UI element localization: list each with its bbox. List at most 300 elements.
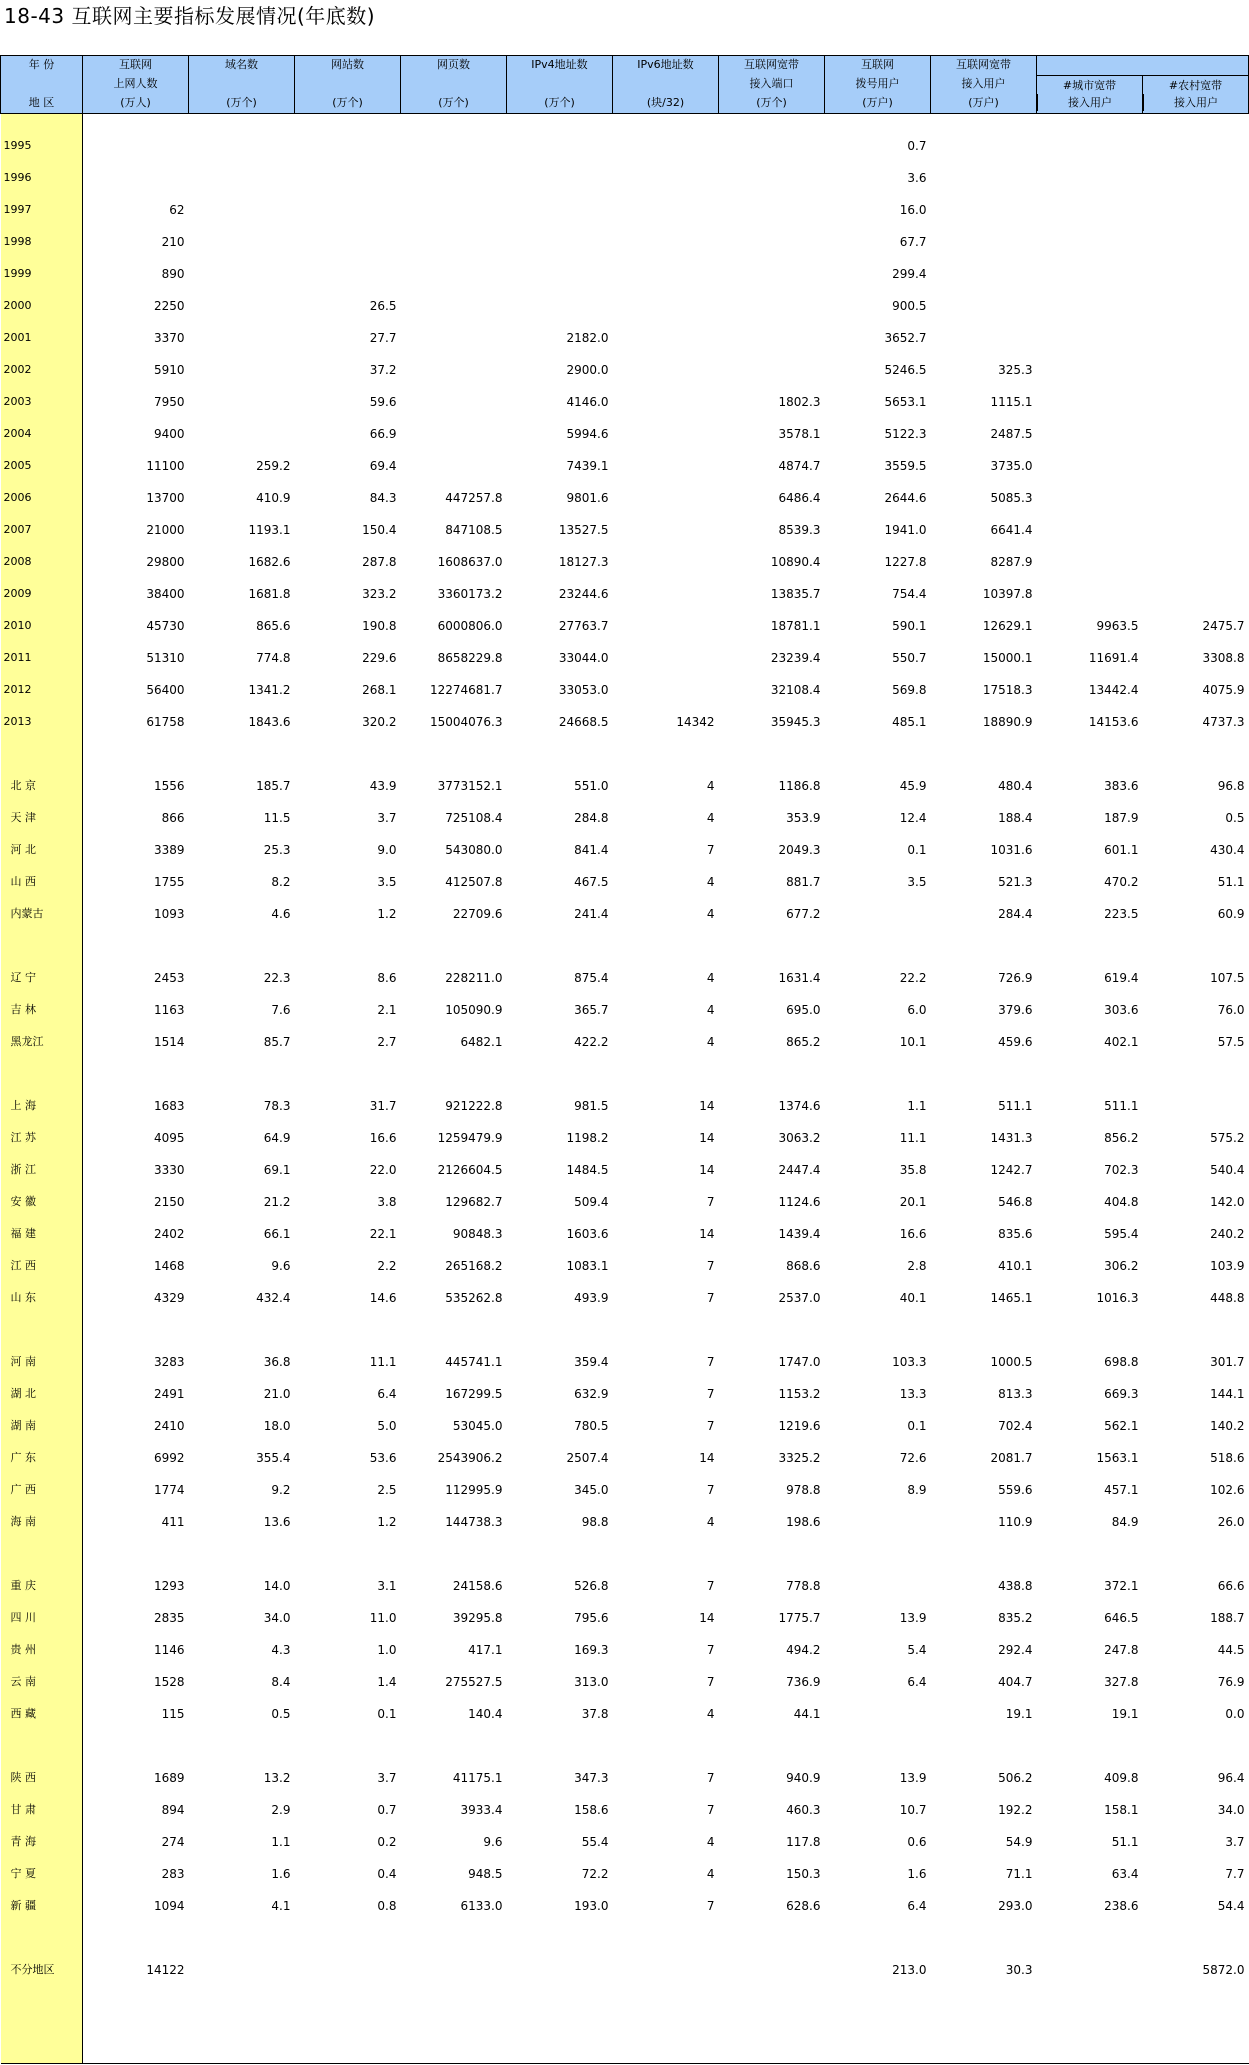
value-cell [613, 354, 719, 386]
spacer-cell [507, 1314, 613, 1346]
value-cell: 84.3 [369, 491, 397, 505]
value-cell: 8539.3 [778, 523, 821, 537]
value-cell: 518.6 [1210, 1451, 1245, 1465]
value-cell: 188.7 [1210, 1611, 1245, 1625]
column-header-wrap [401, 56, 506, 113]
region-row [1, 1666, 1249, 1698]
column-header-line2: 接入用户 [961, 77, 1006, 90]
value-cell: 6.0 [907, 1003, 927, 1017]
value-cell: 4 [706, 811, 715, 825]
year-row [1, 130, 1249, 162]
spacer-row [1, 738, 1249, 770]
value-cell: 404.8 [1104, 1195, 1139, 1209]
value-cell: 76.0 [1217, 1003, 1245, 1017]
year-row [1, 418, 1249, 450]
value-cell: 85.7 [263, 1035, 291, 1049]
region-row [1, 1186, 1249, 1218]
spacer-cell [613, 738, 719, 770]
spacer-cell [613, 1986, 719, 2030]
value-cell: 948.5 [468, 1867, 503, 1881]
value-cell: 4.3 [271, 1643, 291, 1657]
spacer-cell [613, 1058, 719, 1090]
value-cell: 432.4 [256, 1291, 291, 1305]
spacer-cell [825, 930, 931, 962]
value-cell: 5994.6 [566, 427, 609, 441]
value-cell: 33053.0 [558, 683, 609, 697]
column-header-line1: 互联网 [861, 58, 894, 71]
value-cell: 2182.0 [566, 331, 609, 345]
value-cell [1143, 322, 1249, 354]
value-cell: 4146.0 [566, 395, 609, 409]
value-cell: 129682.7 [445, 1195, 503, 1209]
value-cell: 16.0 [899, 203, 927, 217]
region-row [1, 962, 1249, 994]
column-header-wrap [825, 56, 930, 113]
value-cell: 14153.6 [1088, 715, 1139, 729]
value-cell [613, 194, 719, 226]
value-cell: 35.8 [899, 1163, 927, 1177]
year-row [1, 450, 1249, 482]
value-cell: 847108.5 [445, 523, 503, 537]
value-cell: 7 [706, 1387, 715, 1401]
region-row [1, 1570, 1249, 1602]
value-cell: 43.9 [369, 779, 397, 793]
value-cell: 509.4 [574, 1195, 609, 1209]
value-cell: 102.6 [1210, 1483, 1245, 1497]
value-cell: 1219.6 [778, 1419, 821, 1433]
year-row [1, 482, 1249, 514]
value-cell: 12274681.7 [429, 683, 503, 697]
spacer-row [1, 1730, 1249, 1762]
value-cell: 2487.5 [990, 427, 1033, 441]
spacer-cell [825, 114, 931, 131]
value-cell: 37.8 [581, 1707, 609, 1721]
year-row [1, 642, 1249, 674]
value-cell [1143, 354, 1249, 386]
value-cell: 4 [706, 875, 715, 889]
value-cell: 10.1 [899, 1035, 927, 1049]
region-row [1, 1218, 1249, 1250]
value-cell: 813.3 [998, 1387, 1033, 1401]
region-row [1, 770, 1249, 802]
value-cell: 2081.7 [990, 1451, 1033, 1465]
value-cell: 7 [706, 1419, 715, 1433]
value-cell: 7 [706, 1899, 715, 1913]
spacer-cell [613, 1314, 719, 1346]
region-label: 广 东 [1, 1442, 83, 1474]
value-cell: 6992 [153, 1451, 185, 1465]
value-cell: 0.1 [377, 1707, 397, 1721]
value-cell [825, 1506, 931, 1538]
value-cell: 7 [706, 1803, 715, 1817]
column-header-line1: 网页数 [437, 58, 470, 71]
value-cell: 3330 [153, 1163, 185, 1177]
value-cell: 51.1 [1111, 1835, 1139, 1849]
value-cell: 115 [161, 1707, 185, 1721]
value-cell [401, 162, 507, 194]
value-cell: 1775.7 [778, 1611, 821, 1625]
region-row [1, 1634, 1249, 1666]
header-corner [1, 56, 83, 114]
value-cell: 445741.1 [445, 1355, 503, 1369]
spacer-cell [613, 114, 719, 131]
value-cell: 1603.6 [566, 1227, 609, 1241]
value-cell: 632.9 [574, 1387, 609, 1401]
value-cell: 470.2 [1104, 875, 1139, 889]
value-cell [613, 322, 719, 354]
value-cell: 1259479.9 [437, 1131, 503, 1145]
value-cell: 2447.4 [778, 1163, 821, 1177]
value-cell: 44.5 [1217, 1643, 1245, 1657]
region-row [1, 1954, 1249, 1986]
value-cell: 144738.3 [445, 1515, 503, 1529]
value-cell: 981.5 [574, 1099, 609, 1113]
data-sheet [0, 55, 1249, 2064]
value-cell: 3063.2 [778, 1131, 821, 1145]
value-cell: 21.2 [263, 1195, 291, 1209]
split-bottom [1037, 76, 1248, 113]
value-cell: 383.6 [1104, 779, 1139, 793]
spacer-cell [83, 1986, 189, 2030]
spacer-cell [1, 1730, 83, 1762]
value-cell [295, 226, 401, 258]
value-cell: 1465.1 [990, 1291, 1033, 1305]
value-cell [719, 162, 825, 194]
column-header [931, 56, 1037, 114]
value-cell: 550.7 [892, 651, 927, 665]
value-cell: 190.8 [362, 619, 397, 633]
value-cell: 158.6 [574, 1803, 609, 1817]
value-cell: 54.4 [1217, 1899, 1245, 1913]
spacer-cell [507, 1538, 613, 1570]
value-cell [1037, 354, 1143, 386]
value-cell: 0.7 [377, 1803, 397, 1817]
bottom-cell [931, 2030, 1037, 2064]
value-cell: 8287.9 [990, 555, 1033, 569]
value-cell [401, 354, 507, 386]
year-row [1, 578, 1249, 610]
column-header-line2 [189, 76, 294, 92]
value-cell [189, 290, 295, 322]
value-cell: 5910 [153, 363, 185, 377]
value-cell: 11100 [146, 459, 185, 473]
region-row [1, 1250, 1249, 1282]
region-label: 青 海 [1, 1826, 83, 1858]
value-cell: 7.7 [1225, 1867, 1245, 1881]
bottom-cell [613, 2030, 719, 2064]
region-label: 陕 西 [1, 1762, 83, 1794]
value-cell: 894 [161, 1803, 185, 1817]
value-cell [1037, 418, 1143, 450]
value-cell: 13527.5 [558, 523, 609, 537]
column-header-line1: IPv4地址数 [531, 58, 588, 71]
value-cell [1037, 194, 1143, 226]
value-cell [613, 162, 719, 194]
value-cell [719, 290, 825, 322]
value-cell: 158.1 [1104, 1803, 1139, 1817]
value-cell: 6486.4 [778, 491, 821, 505]
value-cell: 7 [706, 1771, 715, 1785]
value-cell: 1153.2 [778, 1387, 821, 1401]
value-cell: 14 [699, 1099, 715, 1113]
value-cell: 646.5 [1104, 1611, 1139, 1625]
spacer-cell [719, 738, 825, 770]
column-header-wrap [507, 56, 612, 113]
region-label: 湖 北 [1, 1378, 83, 1410]
value-cell: 37.2 [369, 363, 397, 377]
value-cell: 8658229.8 [437, 651, 503, 665]
value-cell [1143, 1090, 1249, 1122]
value-cell [1037, 226, 1143, 258]
year-row [1, 194, 1249, 226]
spacer-cell [507, 1922, 613, 1954]
spacer-cell [83, 930, 189, 962]
value-cell: 601.1 [1104, 843, 1139, 857]
value-cell: 6482.1 [460, 1035, 503, 1049]
value-cell [1143, 386, 1249, 418]
spacer-cell [825, 1314, 931, 1346]
spacer-cell [401, 1922, 507, 1954]
column-header-wrap [613, 56, 718, 113]
spacer-cell [189, 930, 295, 962]
value-cell: 417.1 [468, 1643, 503, 1657]
value-cell: 25.3 [263, 843, 291, 857]
year-row [1, 290, 1249, 322]
value-cell: 2.7 [377, 1035, 397, 1049]
year-label: 1995 [1, 130, 83, 162]
value-cell: 3.7 [377, 1771, 397, 1785]
spacer-cell [401, 1058, 507, 1090]
year-row [1, 322, 1249, 354]
column-header-line1: 互联网宽带 [744, 58, 799, 71]
year-label: 2005 [1, 450, 83, 482]
value-cell: 306.2 [1104, 1259, 1139, 1273]
value-cell: 60.9 [1217, 907, 1245, 921]
year-label: 2006 [1, 482, 83, 514]
value-cell: 3.5 [907, 875, 927, 889]
bottom-cell [83, 2030, 189, 2064]
value-cell: 2150 [153, 1195, 185, 1209]
value-cell: 402.1 [1104, 1035, 1139, 1049]
value-cell: 2491 [153, 1387, 185, 1401]
value-cell: 62 [169, 203, 185, 217]
region-label: 不分地区 [1, 1954, 83, 1986]
header-corner-region: 地 区 [28, 96, 55, 109]
value-cell: 14342 [676, 715, 715, 729]
value-cell: 2644.6 [884, 491, 927, 505]
value-cell: 1802.3 [778, 395, 821, 409]
value-cell: 247.8 [1104, 1643, 1139, 1657]
value-cell [825, 898, 931, 930]
spacer-cell [825, 1538, 931, 1570]
value-cell [507, 290, 613, 322]
column-header-broadband-split [1037, 56, 1249, 114]
spacer-row [1, 1314, 1249, 1346]
value-cell: 2453 [153, 971, 185, 985]
value-cell: 3652.7 [884, 331, 927, 345]
value-cell: 569.8 [892, 683, 927, 697]
column-header-unit: (万个) [332, 96, 363, 109]
spacer-cell [719, 930, 825, 962]
value-cell [401, 450, 507, 482]
value-cell: 422.2 [574, 1035, 609, 1049]
spacer-cell [1143, 1922, 1249, 1954]
spacer-cell [719, 1922, 825, 1954]
value-cell: 13.6 [263, 1515, 291, 1529]
value-cell: 3.5 [377, 875, 397, 889]
value-cell: 19.1 [1005, 1707, 1033, 1721]
value-cell [189, 322, 295, 354]
value-cell: 1608637.0 [437, 555, 503, 569]
value-cell: 754.4 [892, 587, 927, 601]
year-row [1, 610, 1249, 642]
year-label: 2012 [1, 674, 83, 706]
region-row [1, 994, 1249, 1026]
bottom-cell [1, 2030, 83, 2064]
value-cell: 1563.1 [1096, 1451, 1139, 1465]
spacer-cell [1143, 1538, 1249, 1570]
value-cell: 448.8 [1210, 1291, 1245, 1305]
spacer-cell [1037, 114, 1143, 131]
spacer-cell [189, 1922, 295, 1954]
value-cell: 76.9 [1217, 1675, 1245, 1689]
value-cell: 2.9 [271, 1803, 291, 1817]
column-header-unit: (万人) [120, 96, 151, 109]
value-cell: 4737.3 [1202, 715, 1245, 729]
spacer-cell [83, 1058, 189, 1090]
spacer-cell [1, 1538, 83, 1570]
value-cell: 865.6 [256, 619, 291, 633]
region-row [1, 802, 1249, 834]
value-cell: 268.1 [362, 683, 397, 697]
region-label: 重 庆 [1, 1570, 83, 1602]
region-row [1, 1026, 1249, 1058]
spacer-cell [507, 1730, 613, 1762]
value-cell: 287.8 [362, 555, 397, 569]
value-cell [1143, 226, 1249, 258]
spacer-cell [189, 738, 295, 770]
spacer-cell [1143, 738, 1249, 770]
value-cell: 3360173.2 [437, 587, 503, 601]
value-cell: 13835.7 [770, 587, 821, 601]
value-cell: 856.2 [1104, 1131, 1139, 1145]
year-label: 1999 [1, 258, 83, 290]
value-cell: 3559.5 [884, 459, 927, 473]
value-cell: 27.7 [369, 331, 397, 345]
value-cell [613, 1954, 719, 1986]
value-cell [189, 354, 295, 386]
value-cell: 0.1 [907, 843, 927, 857]
value-cell: 51310 [146, 651, 185, 665]
column-header-line1: 互联网宽带 [956, 58, 1011, 71]
value-cell [1143, 450, 1249, 482]
value-cell: 13.2 [263, 1771, 291, 1785]
value-cell [189, 1954, 295, 1986]
value-cell: 795.6 [574, 1611, 609, 1625]
region-label: 甘 肃 [1, 1794, 83, 1826]
value-cell: 1431.3 [990, 1131, 1033, 1145]
value-cell: 140.2 [1210, 1419, 1245, 1433]
region-label: 北 京 [1, 770, 83, 802]
value-cell: 669.3 [1104, 1387, 1139, 1401]
value-cell: 169.3 [574, 1643, 609, 1657]
value-cell: 0.6 [907, 1835, 927, 1849]
bottom-cell [825, 2030, 931, 2064]
region-row [1, 1474, 1249, 1506]
value-cell: 3578.1 [778, 427, 821, 441]
value-cell [931, 194, 1037, 226]
value-cell: 31.7 [369, 1099, 397, 1113]
region-label: 江 苏 [1, 1122, 83, 1154]
spacer-cell [931, 1922, 1037, 1954]
value-cell [1143, 578, 1249, 610]
value-cell: 9400 [153, 427, 185, 441]
column-header [613, 56, 719, 114]
header-rural-broadband [1142, 76, 1248, 113]
value-cell: 72.2 [581, 1867, 609, 1881]
spacer-cell [1143, 114, 1249, 131]
region-row [1, 1858, 1249, 1890]
value-cell: 1341.2 [248, 683, 291, 697]
value-cell: 45730 [146, 619, 185, 633]
value-cell: 459.6 [998, 1035, 1033, 1049]
value-cell: 188.4 [998, 811, 1033, 825]
value-cell: 103.3 [892, 1355, 927, 1369]
value-cell [1037, 162, 1143, 194]
bottom-cell [1037, 2030, 1143, 2064]
column-header-line2 [295, 76, 400, 92]
spacer-cell [295, 930, 401, 962]
year-row [1, 706, 1249, 738]
value-cell: 16.6 [369, 1131, 397, 1145]
value-cell: 1.2 [377, 907, 397, 921]
value-cell: 677.2 [786, 907, 821, 921]
value-cell [613, 290, 719, 322]
spacer-cell [1037, 1922, 1143, 1954]
value-cell: 1227.8 [884, 555, 927, 569]
value-cell: 7 [706, 843, 715, 857]
value-cell: 13442.4 [1088, 683, 1139, 697]
spacer-cell [401, 1986, 507, 2030]
spacer-cell [1, 930, 83, 962]
value-cell: 2126604.5 [437, 1163, 503, 1177]
spacer-cell [401, 114, 507, 131]
column-header-line2 [613, 76, 718, 92]
value-cell: 144.1 [1210, 1387, 1245, 1401]
value-cell: 265168.2 [445, 1259, 503, 1273]
value-cell: 112995.9 [445, 1483, 503, 1497]
spacer-cell [1037, 1730, 1143, 1762]
year-label: 2002 [1, 354, 83, 386]
value-cell: 1094 [153, 1899, 185, 1913]
value-cell: 26.0 [1217, 1515, 1245, 1529]
value-cell: 698.8 [1104, 1355, 1139, 1369]
year-row [1, 514, 1249, 546]
value-cell [189, 418, 295, 450]
spacer-cell [507, 1986, 613, 2030]
value-cell: 301.7 [1210, 1355, 1245, 1369]
value-cell: 2250 [153, 299, 185, 313]
value-cell: 347.3 [574, 1771, 609, 1785]
value-cell: 875.4 [574, 971, 609, 985]
value-cell [1037, 386, 1143, 418]
column-header [719, 56, 825, 114]
value-cell: 467.5 [574, 875, 609, 889]
value-cell [401, 258, 507, 290]
value-cell: 4 [706, 971, 715, 985]
value-cell: 53045.0 [452, 1419, 503, 1433]
value-cell: 13.3 [899, 1387, 927, 1401]
